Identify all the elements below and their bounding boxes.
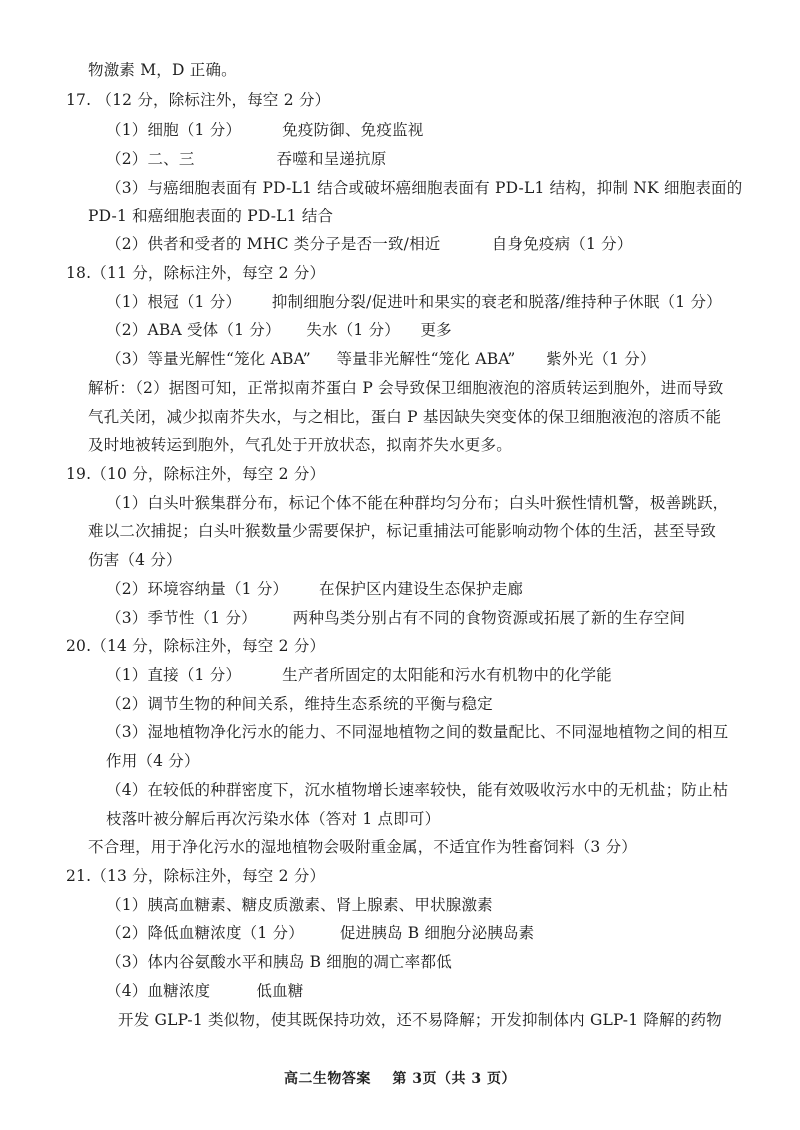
text-line: （3）季节性（1 分） 两种鸟类分别占有不同的食物资源或拓展了新的生存空间 [106,609,686,627]
text-line: （2）二、三 吞噬和呈递抗原 [106,150,387,168]
text-line: 不合理，用于净化污水的湿地植物会吸附重金属，不适宜作为牲畜饲料（3 分） [88,838,637,856]
text-line: （2）降低血糖浓度（1 分） 促进胰岛 B 细胞分泌胰岛素 [106,924,535,942]
text-line: （4）血糖浓度 低血糖 [106,982,304,1000]
text-line: （4）在较低的种群密度下，沉水植物增长速率较快，能有效吸收污水中的无机盐；防止枯 [106,781,729,799]
text-line: （1）胰高血糖素、糖皮质激素、肾上腺素、甲状腺激素 [106,896,493,914]
text-line: （3）体内谷氨酸水平和胰岛 B 细胞的凋亡率都低 [106,953,452,971]
question-header: 17. （12 分，除标注外，每空 2 分） [66,91,331,109]
text-line: （2）供者和受者的 MHC 类分子是否一致/相近 自身免疫病（1 分） [106,235,633,253]
text-line: 及时地被转运到胞外，气孔处于开放状态，拟南芥失水更多。 [88,436,512,454]
text-line: （1）直接（1 分） 生产者所固定的太阳能和污水有机物中的化学能 [106,666,612,684]
question-header: 19.（10 分，除标注外，每空 2 分） [66,465,326,483]
text-line: （1）根冠（1 分） 抑制细胞分裂/促进叶和果实的衰老和脱落/维持种子休眠（1 分） [106,293,722,311]
text-line: PD-1 和癌细胞表面的 PD-L1 结合 [88,207,334,225]
text-line: （1）细胞（1 分） 免疫防御、免疫监视 [106,121,424,139]
text-line: 物激素 M，D 正确。 [88,61,237,79]
text-line: （2）环境容纳量（1 分） 在保护区内建设生态保护走廊 [106,580,524,598]
text-line: （3）等量光解性“笼化 ABA” 等量非光解性“笼化 ABA” 紫外光（1 分） [106,350,656,368]
text-line: 气孔关闭，减少拟南芥失水，与之相比，蛋白 P 基因缺失突变体的保卫细胞液泡的溶质不能 [88,408,722,426]
question-header: 20.（14 分，除标注外，每空 2 分） [66,637,326,655]
text-line: 解析：（2）据图可知，正常拟南芥蛋白 P 会导致保卫细胞液泡的溶质转运到胞外，进而导致 [88,379,724,397]
text-line: （2）ABA 受体（1 分） 失水（1 分） 更多 [106,321,452,339]
text-line: 难以二次捕捉；白头叶猴数量少需要保护，标记重捕法可能影响动物个体的生活，甚至导致 [88,522,717,540]
text-line: 枝落叶被分解后再次污染水体（答对 1 点即可） [106,810,441,828]
text-line: （3）湿地植物净化污水的能力、不同湿地植物之间的数量配比、不同湿地植物之间的相互 [106,723,729,741]
text-line: （2）调节生物的种间关系，维持生态系统的平衡与稳定 [106,695,493,713]
text-line: （1）白头叶猴集群分布，标记个体不能在种群均匀分布；白头叶猴性情机警，极善跳跃， [106,494,729,512]
question-header: 18.（11 分，除标注外，每空 2 分） [66,264,326,282]
text-line: 开发 GLP-1 类似物，使其既保持功效，还不易降解；开发抑制体内 GLP-1 降解的药物 [118,1011,722,1029]
page-footer: 高二生物答案 第 3页（共 3 页） [283,1071,517,1087]
text-line: 伤害（4 分） [88,551,182,569]
text-line: （3）与癌细胞表面有 PD-L1 结合或破坏癌细胞表面有 PD-L1 结构，抑制 NK 细胞表面的 [106,179,743,197]
question-header: 21.（13 分，除标注外，每空 2 分） [66,867,326,885]
text-line: 作用（4 分） [106,752,200,770]
